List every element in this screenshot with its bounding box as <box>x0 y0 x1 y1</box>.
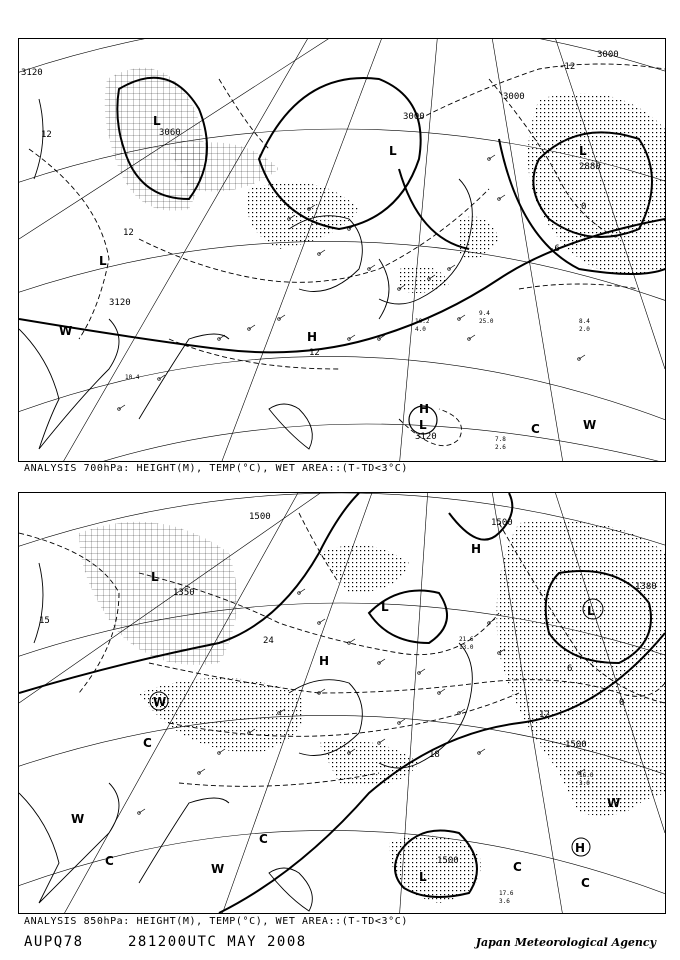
temp-label: -6 <box>549 244 560 254</box>
cold-symbol: C <box>531 422 540 436</box>
obs-value: 2.0 <box>579 326 590 333</box>
low-symbol: L <box>419 870 427 884</box>
station-obs-group <box>125 310 590 451</box>
low-symbol: L <box>587 604 595 618</box>
warm-symbol: W <box>153 695 167 709</box>
warm-symbol: W <box>71 812 85 826</box>
low-symbol: L <box>579 144 587 158</box>
obs-value: 25.0 <box>479 318 494 325</box>
high-symbol: H <box>419 402 430 416</box>
analysis-map-700hpa <box>18 38 666 462</box>
low-symbol: L <box>381 600 389 614</box>
temp-label: 12 <box>123 228 134 238</box>
height-label: 3000 <box>503 92 525 102</box>
height-label: 1350 <box>173 588 195 598</box>
cold-symbol: C <box>581 876 590 890</box>
low-symbol: L <box>153 114 161 128</box>
chart-id: AUPQ78 <box>24 934 84 950</box>
obs-value: 8.4 <box>579 318 590 325</box>
obs-value: 4.0 <box>415 326 426 333</box>
height-label: 3120 <box>415 432 437 442</box>
height-label: 1500 <box>249 512 271 522</box>
cold-symbol: C <box>513 860 522 874</box>
obs-value: 9.4 <box>479 310 490 317</box>
warm-symbol: W <box>607 796 621 810</box>
height-label: 3060 <box>159 128 181 138</box>
height-label: 1500 <box>437 856 459 866</box>
temp-label: 6 <box>567 664 573 674</box>
temp-label: -12 <box>559 62 576 72</box>
temp-label: 0 <box>619 698 625 708</box>
analysis-map-850hpa <box>18 492 666 914</box>
low-symbol: L <box>419 418 427 432</box>
map-700hpa-canvas <box>19 39 665 461</box>
obs-value: 16.0 <box>579 772 594 779</box>
low-symbol: L <box>389 144 397 158</box>
height-label: 3000 <box>403 112 425 122</box>
obs-value: 2.6 <box>495 444 506 451</box>
cold-symbol: C <box>105 854 114 868</box>
height-label: 1380 <box>635 582 657 592</box>
obs-value: 7.8 <box>495 436 506 443</box>
height-label: 2880 <box>579 162 601 172</box>
height-label: 1500 <box>491 518 513 528</box>
obs-value: 3.0 <box>579 780 590 787</box>
height-label: 1500 <box>565 740 587 750</box>
height-label: 3120 <box>109 298 131 308</box>
obs-value: 17.6 <box>499 890 514 897</box>
cold-symbol: C <box>259 832 268 846</box>
obs-value: 13.0 <box>459 644 474 651</box>
low-symbol: L <box>151 570 159 584</box>
obs-value: 21.6 <box>459 636 474 643</box>
wet-areas <box>105 68 665 293</box>
warm-symbol: W <box>59 324 73 338</box>
temp-label: 12 <box>539 710 550 720</box>
warm-symbol: W <box>583 418 597 432</box>
temp-label: 0 <box>581 202 587 212</box>
high-symbol: H <box>319 654 330 668</box>
temp-label: 15 <box>39 616 50 626</box>
agency-name: Japan Meteorological Agency <box>475 936 656 949</box>
caption-850hpa: ANALYSIS 850hPa: HEIGHT(M), TEMP(°C), WET AREA::(T-TD<3°C) <box>24 916 408 927</box>
obs-value: 10.4 <box>125 374 140 381</box>
high-symbol: H <box>471 542 482 556</box>
high-symbol: H <box>575 841 586 855</box>
cold-symbol: C <box>143 736 152 750</box>
temp-label: 24 <box>263 636 274 646</box>
high-symbol: H <box>307 330 318 344</box>
valid-time: 281200UTC MAY 2008 <box>128 934 307 950</box>
temp-label: 12 <box>309 348 320 358</box>
obs-value: 3.6 <box>499 898 510 905</box>
obs-value: 10.2 <box>415 318 430 325</box>
temp-label: 18 <box>429 750 440 760</box>
map-850hpa-canvas <box>19 493 665 913</box>
low-symbol: L <box>99 254 107 268</box>
caption-700hpa: ANALYSIS 700hPa: HEIGHT(M), TEMP(°C), WET AREA::(T-TD<3°C) <box>24 463 408 474</box>
temp-label: 12 <box>41 130 52 140</box>
height-label: 3000 <box>597 50 619 60</box>
height-label: 3120 <box>21 68 43 78</box>
warm-symbol: W <box>211 862 225 876</box>
